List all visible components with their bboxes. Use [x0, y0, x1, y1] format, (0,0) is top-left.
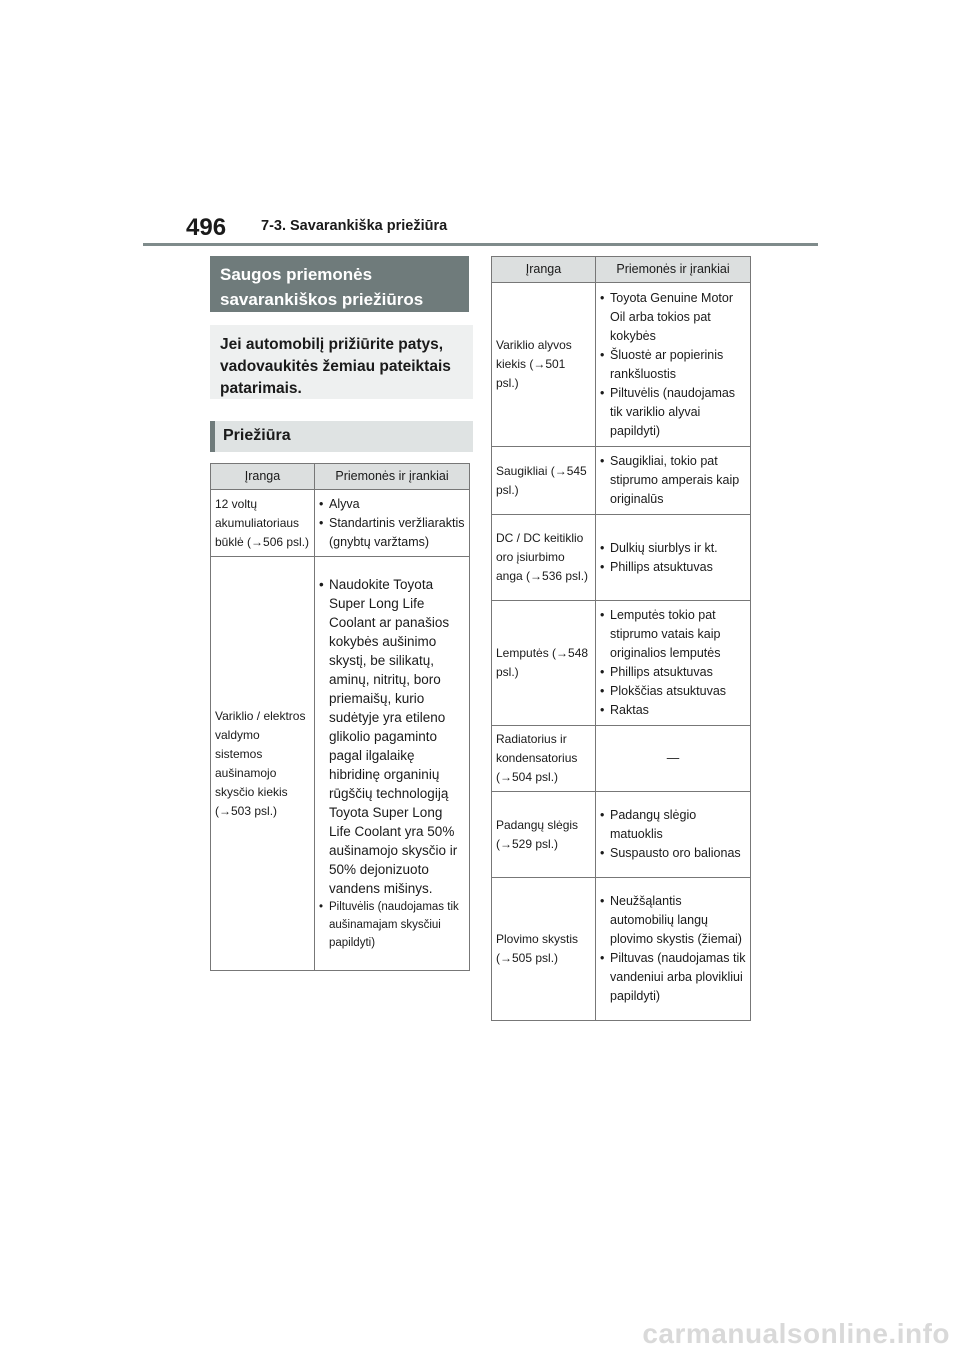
tools-list: [600, 806, 746, 863]
list-item: • Raktas: [600, 701, 746, 720]
section-title: 7-3. Savarankiška priežiūra: [261, 218, 448, 234]
tools-list: [319, 495, 465, 552]
list-item: • Piltuvas (naudojamas tik vandeniui arba plovikliui papildyti): [600, 949, 746, 1006]
table-row: [492, 601, 751, 726]
maintenance-subheading: Priežiūra: [210, 421, 473, 452]
list-item: • Naudokite Toyota Super Long Life Coolant ar panašios kokybės aušinimo skystį, be silikatų, aminų, nitritų, boro priemaišų, kurio sudėtyje yra etileno glikolio pagaminto pagal ilgalaikę hibridinę organinių rūgščių technologiją Toyota Super Long Life Coolant yra 50% aušinamojo skysčio ir 50% dejonizuoto vandens mišinys.: [319, 575, 465, 898]
list-item: • Piltuvėlis (naudojamas tik aušinamajam skysčiui papildyti): [319, 898, 465, 952]
table-row: [211, 490, 470, 557]
tools-list: [600, 539, 746, 577]
header-rule: [143, 243, 818, 246]
list-item: • Phillips atsuktuvas: [600, 558, 746, 577]
table-row: [492, 726, 751, 792]
watermark: carmanualsonline.info: [642, 1318, 950, 1349]
table-row: [492, 878, 751, 1021]
tools-list: [600, 892, 746, 1006]
equipment-cell: Radiatorius ir kondensatorius (→504 psl.): [492, 726, 596, 792]
list-item: • Plokščias atsuktuvas: [600, 682, 746, 701]
empty-tools-dash: —: [596, 726, 751, 792]
list-item: • Alyva: [319, 495, 465, 514]
table-row: [211, 557, 470, 971]
list-item: • Phillips atsuktuvas: [600, 663, 746, 682]
table-header-row: [211, 464, 470, 490]
table-row: [492, 515, 751, 601]
list-item: • Šluostė ar popierinis rankšluostis: [600, 346, 746, 384]
right-maintenance-table: [491, 256, 751, 1021]
list-item: • Piltuvėlis (naudojamas tik variklio alyvai papildyti): [600, 384, 746, 441]
list-item: • Neužšąlantis automobilių langų plovimo skystis (žiemai): [600, 892, 746, 949]
tools-list: [600, 452, 746, 509]
tools-list: [600, 289, 746, 441]
table-header-row: [492, 257, 751, 283]
table-row: [492, 283, 751, 447]
list-item: • Dulkių siurblys ir kt.: [600, 539, 746, 558]
tools-list: [319, 575, 465, 952]
equipment-cell: Plovimo skystis (→505 psl.): [492, 878, 596, 1021]
list-item: • Toyota Genuine Motor Oil arba tokios pat kokybės: [600, 289, 746, 346]
equipment-cell: Lemputės (→548 psl.): [492, 601, 596, 726]
list-item: • Padangų slėgio matuoklis: [600, 806, 746, 844]
column-header-equipment: Įranga: [492, 257, 596, 283]
equipment-cell: Saugikliai (→545 psl.): [492, 447, 596, 515]
column-header-tools: Priemonės ir įrankiai: [315, 464, 470, 490]
table-row: [492, 792, 751, 878]
safety-title: Saugos priemonės savarankiškos priežiūros: [210, 256, 469, 312]
column-header-tools: Priemonės ir įrankiai: [596, 257, 751, 283]
list-item: • Suspausto oro balionas: [600, 844, 746, 863]
column-header-equipment: Įranga: [211, 464, 315, 490]
list-item: • Standartinis veržliaraktis (gnybtų varžtams): [319, 514, 465, 552]
table-row: [492, 447, 751, 515]
tools-list: [600, 606, 746, 720]
equipment-cell: Padangų slėgis (→529 psl.): [492, 792, 596, 878]
page-number: 496: [186, 214, 227, 241]
list-item: • Lemputės tokio pat stiprumo vatais kaip originalios lemputės: [600, 606, 746, 663]
equipment-cell: DC / DC keitiklio oro įsiurbimo anga (→536 psl.): [492, 515, 596, 601]
list-item: • Saugikliai, tokio pat stiprumo amperais kaip originalūs: [600, 452, 746, 509]
intro-text: Jei automobilį prižiūrite patys, vadovaukitės žemiau pateiktais patarimais.: [210, 325, 473, 399]
equipment-cell: Variklio alyvos kiekis (→501 psl.): [492, 283, 596, 447]
equipment-cell: Variklio / elektros valdymo sistemos aušinamojo skysčio kiekis (→503 psl.): [211, 557, 315, 971]
left-maintenance-table: [210, 463, 470, 971]
equipment-cell: 12 voltų akumuliatoriaus būklė (→506 psl.): [211, 490, 315, 557]
